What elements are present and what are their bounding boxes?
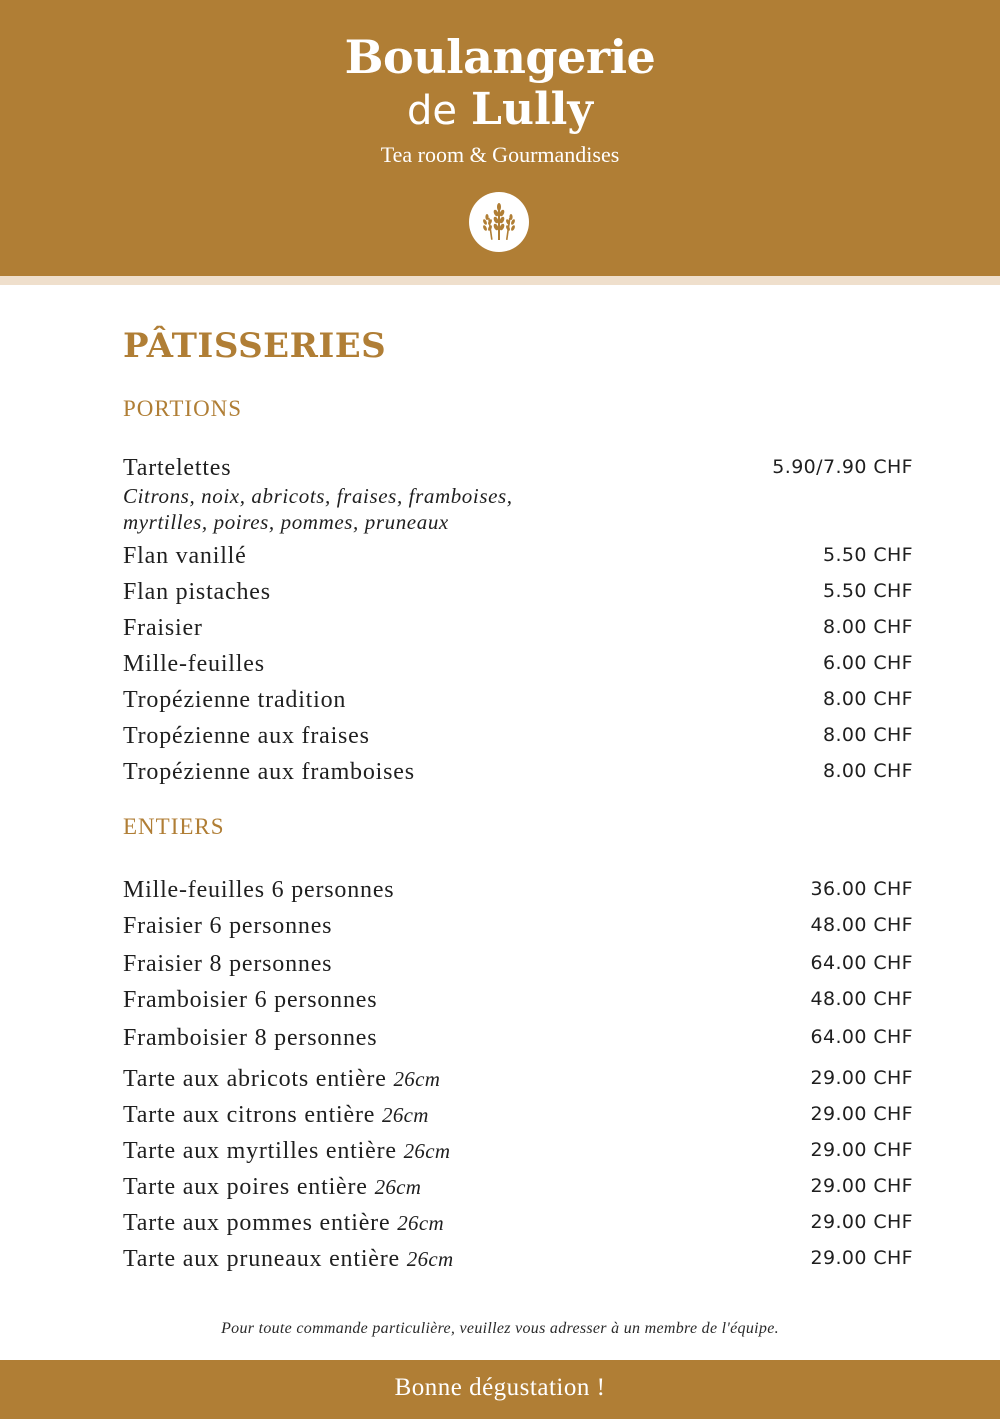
item-price: 5.50 CHF — [822, 544, 913, 566]
item-name — [123, 987, 377, 1014]
menu-item — [123, 687, 913, 717]
footer-banner — [0, 1360, 1000, 1419]
menu-item — [123, 579, 913, 609]
item-name: Mille-feuilles — [123, 651, 265, 677]
item-price: 48.00 CHF — [810, 914, 913, 936]
item-price: 64.00 CHF — [810, 1026, 913, 1048]
description-line: Citrons, noix, abricots, fraises, framboises, — [123, 484, 513, 508]
item-size: 26cm — [406, 1247, 454, 1271]
brand-name: Boulangerie — [344, 30, 656, 84]
item-description — [123, 483, 603, 535]
section-heading-portions: PORTIONS — [123, 396, 243, 421]
wheat-icon — [469, 192, 529, 252]
item-price: 29.00 CHF — [810, 1067, 913, 1089]
item-price: 29.00 CHF — [810, 1175, 913, 1197]
menu-item — [123, 1025, 913, 1055]
item-size: 26cm — [374, 1175, 422, 1199]
item-label: Fraisier 6 personnes — [123, 913, 333, 939]
footer-message: Bonne dégustation ! — [394, 1374, 606, 1401]
page-title: PÂTISSERIES — [123, 326, 387, 366]
item-name: Fraisier — [123, 615, 203, 641]
menu-item — [123, 913, 913, 943]
menu-item — [123, 723, 913, 753]
item-price: 6.00 CHF — [822, 652, 913, 674]
header-divider — [0, 276, 1000, 285]
item-name: Tartelettes — [123, 455, 232, 481]
item-price: 8.00 CHF — [822, 688, 913, 710]
item-price: 64.00 CHF — [810, 952, 913, 974]
brand-de: de — [407, 88, 458, 134]
item-price: 8.00 CHF — [822, 724, 913, 746]
item-label: Tarte aux poires entière — [123, 1174, 368, 1200]
menu-item — [123, 987, 913, 1017]
item-name — [123, 1066, 440, 1093]
item-label: Framboisier 6 personnes — [123, 987, 378, 1013]
menu-item — [123, 1174, 913, 1204]
item-name: Tropézienne aux fraises — [123, 723, 370, 749]
section-heading-entiers: ENTIERS — [123, 814, 225, 839]
item-name — [123, 1025, 377, 1052]
item-size: 26cm — [393, 1067, 441, 1091]
item-name — [123, 1102, 429, 1129]
item-name — [123, 1210, 444, 1237]
item-price: 48.00 CHF — [810, 988, 913, 1010]
item-label: Framboisier 8 personnes — [123, 1025, 378, 1051]
brand-lully: Lully — [471, 84, 593, 135]
menu-item — [123, 651, 913, 681]
item-name: Tropézienne aux framboises — [123, 759, 415, 785]
item-price: 29.00 CHF — [810, 1103, 913, 1125]
item-name: Flan vanillé — [123, 543, 247, 569]
description-line: myrtilles, poires, pommes, pruneaux — [123, 510, 449, 534]
item-label: Tarte aux pruneaux entière — [123, 1246, 400, 1272]
item-name — [123, 1246, 453, 1273]
item-name — [123, 1174, 421, 1201]
item-price: 5.90/7.90 CHF — [772, 456, 913, 478]
item-size: 26cm — [403, 1139, 451, 1163]
menu-item — [123, 1138, 913, 1168]
item-label: Tarte aux myrtilles entière — [123, 1138, 397, 1164]
item-price: 8.00 CHF — [822, 760, 913, 782]
menu-item — [123, 877, 913, 907]
item-label: Mille-feuilles 6 personnes — [123, 877, 395, 903]
brand-tagline: Tea room & Gourmandises — [380, 142, 620, 167]
item-label: Tarte aux pommes entière — [123, 1210, 391, 1236]
order-note: Pour toute commande particulière, veuillez vous adresser à un membre de l'équipe. — [221, 1320, 779, 1337]
item-label: Tarte aux citrons entière — [123, 1102, 376, 1128]
item-name: Tropézienne tradition — [123, 687, 347, 713]
menu-item-tartelettes — [123, 455, 913, 485]
item-price: 36.00 CHF — [810, 878, 913, 900]
menu-item — [123, 615, 913, 645]
item-label: Tarte aux abricots entière — [123, 1066, 387, 1092]
menu-item — [123, 1066, 913, 1096]
item-price: 5.50 CHF — [822, 580, 913, 602]
menu-item — [123, 759, 913, 789]
item-name — [123, 1138, 450, 1165]
item-name: Flan pistaches — [123, 579, 271, 605]
item-size: 26cm — [397, 1211, 444, 1235]
header-banner — [0, 0, 1000, 276]
item-name — [123, 877, 394, 904]
item-price: 29.00 CHF — [810, 1211, 913, 1233]
menu-item — [123, 543, 913, 573]
item-label: Fraisier 8 personnes — [123, 951, 333, 977]
item-size: 26cm — [382, 1103, 429, 1127]
item-name — [123, 913, 332, 940]
menu-item — [123, 1102, 913, 1132]
item-price: 29.00 CHF — [810, 1247, 913, 1269]
brand-subname — [0, 84, 1000, 135]
item-price: 8.00 CHF — [822, 616, 913, 638]
menu-item — [123, 951, 913, 981]
item-name — [123, 951, 332, 978]
menu-item — [123, 1210, 913, 1240]
menu-item — [123, 1246, 913, 1276]
item-price: 29.00 CHF — [810, 1139, 913, 1161]
